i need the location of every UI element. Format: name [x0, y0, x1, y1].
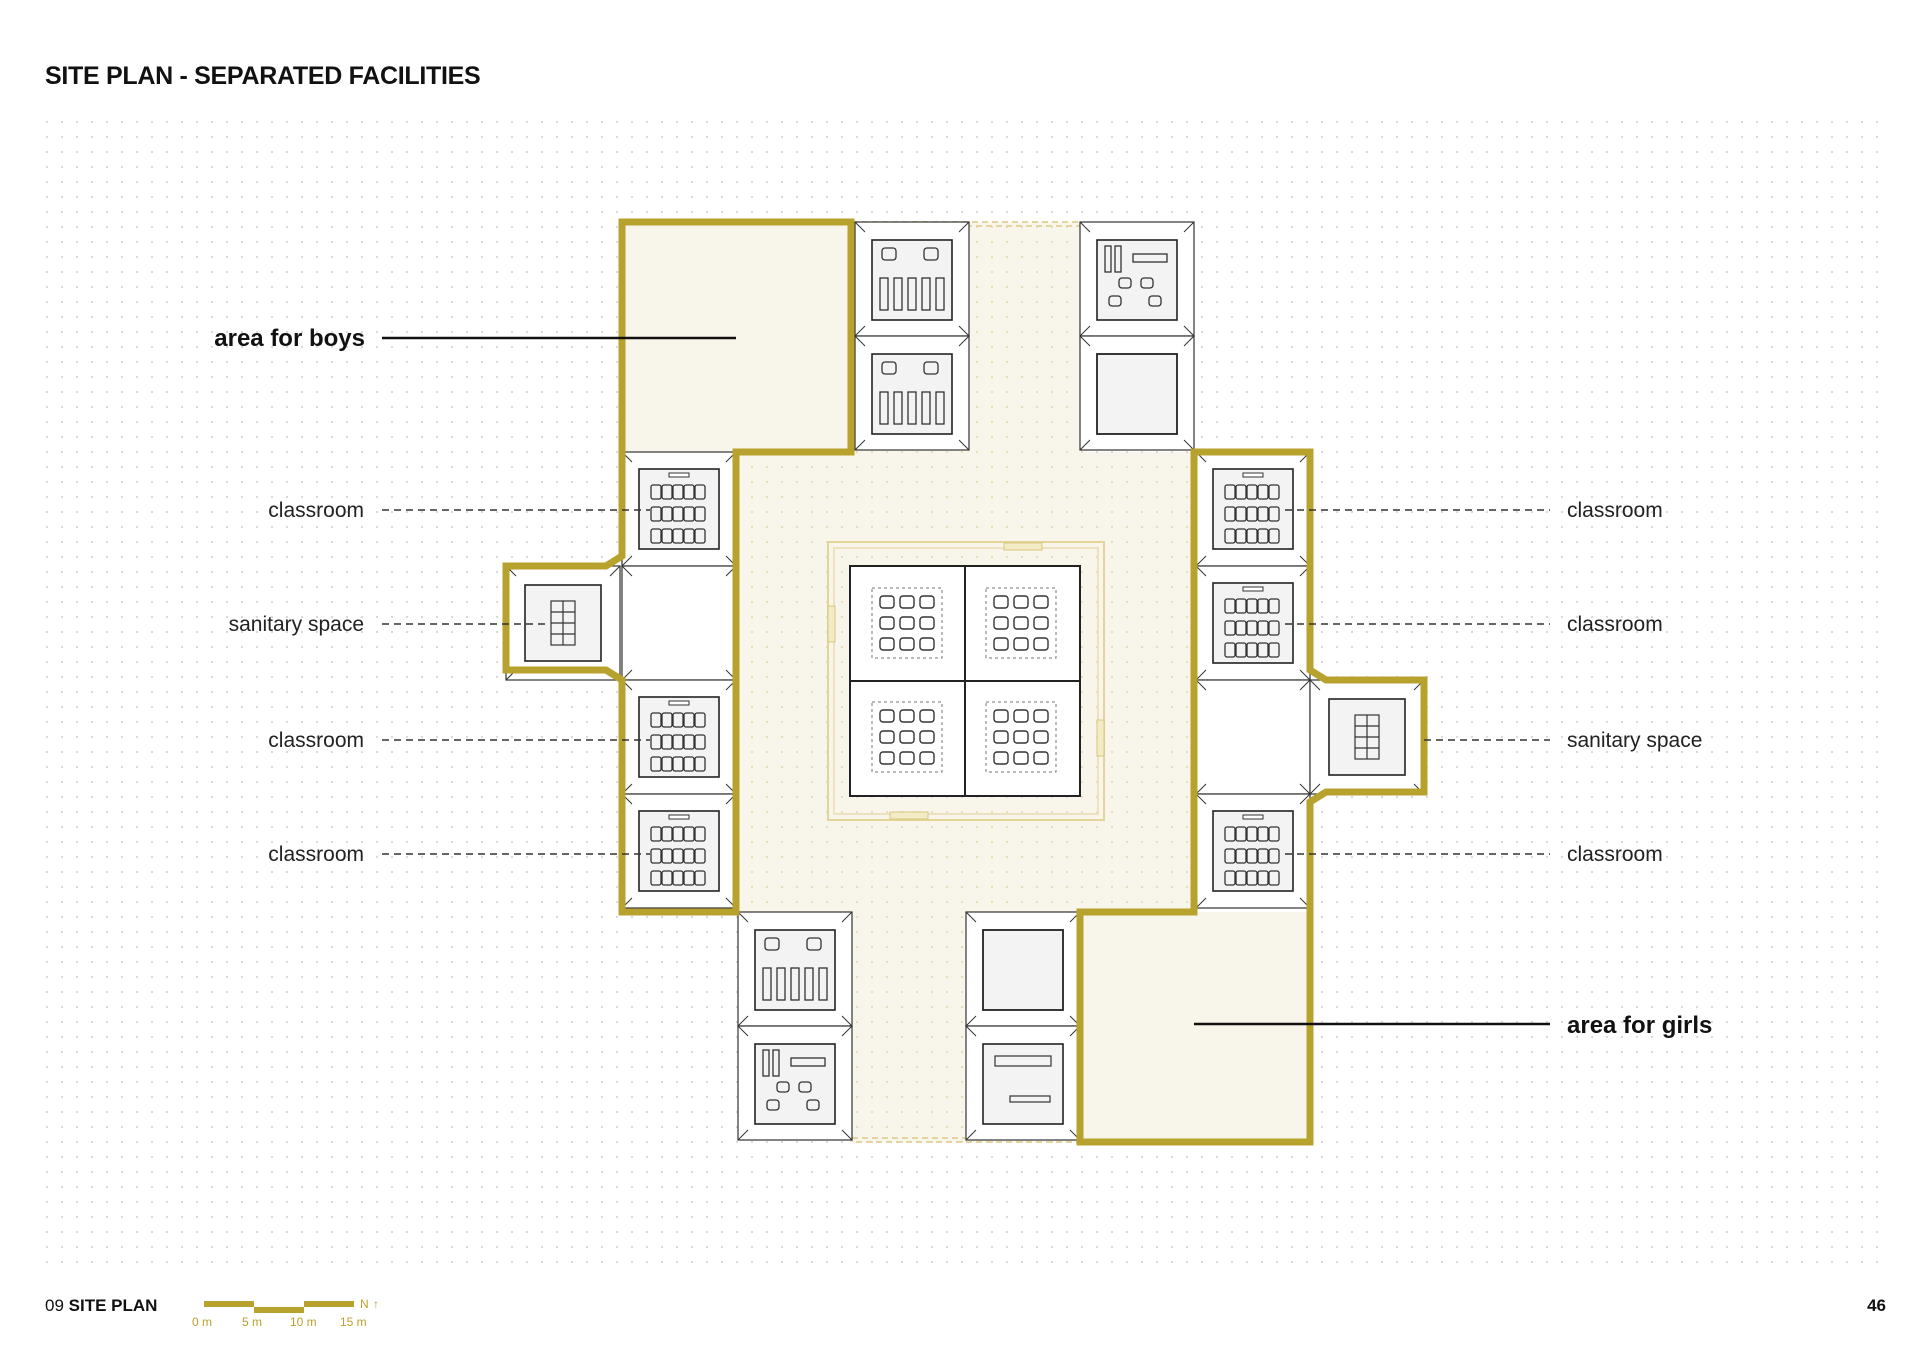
- footer-section: [45, 1296, 157, 1316]
- module-bottom-left-2: [738, 1026, 852, 1140]
- module-right-classroom-3: [1196, 794, 1310, 908]
- right-label-4: classroom: [1567, 843, 1663, 866]
- module-top-left-1: [855, 222, 969, 336]
- footer-section-name: SITE PLAN: [68, 1296, 158, 1315]
- module-bottom-left-1: [738, 912, 852, 1026]
- module-right-classroom-1: [1196, 452, 1310, 566]
- right-label-2: classroom: [1567, 613, 1663, 636]
- module-bottom-right-1: [966, 912, 1080, 1026]
- footer-section-number: 09: [45, 1296, 64, 1315]
- module-left-corridor: [622, 566, 736, 680]
- scale-bar: [190, 1288, 390, 1330]
- module-top-right-1: [1080, 222, 1194, 336]
- module-left-classroom-2: [622, 680, 736, 794]
- module-left-sanitary: [506, 566, 620, 680]
- page-title: SITE PLAN - SEPARATED FACILITIES: [45, 62, 481, 90]
- north-label: N: [360, 1297, 369, 1311]
- module-right-sanitary: [1310, 680, 1424, 794]
- left-label-3: classroom: [268, 729, 364, 752]
- scale-tick-15: 15 m: [340, 1315, 367, 1329]
- module-right-classroom-2: [1196, 566, 1310, 680]
- module-left-classroom-3: [622, 794, 736, 908]
- right-label-1: classroom: [1567, 499, 1663, 522]
- module-left-classroom-1: [622, 452, 736, 566]
- north-arrow-icon: ↑: [373, 1297, 379, 1311]
- module-top-left-2: [855, 336, 969, 450]
- right-label-3: sanitary space: [1567, 729, 1703, 752]
- left-label-4: classroom: [268, 843, 364, 866]
- left-label-2: sanitary space: [228, 613, 364, 636]
- page-number: 46: [1867, 1296, 1886, 1315]
- module-top-right-2: [1080, 336, 1194, 450]
- girls-yard-fill: [1080, 912, 1310, 1142]
- girls-area-label: area for girls: [1567, 1012, 1713, 1039]
- scale-tick-5: 5 m: [242, 1315, 263, 1329]
- scale-tick-10: 10 m: [290, 1315, 317, 1329]
- module-right-corridor: [1196, 680, 1310, 794]
- module-bottom-right-2: [966, 1026, 1080, 1140]
- left-label-1: classroom: [268, 499, 364, 522]
- scale-tick-0: 0 m: [192, 1315, 213, 1329]
- central-block: [828, 542, 1104, 820]
- boys-area-label: area for boys: [214, 325, 365, 352]
